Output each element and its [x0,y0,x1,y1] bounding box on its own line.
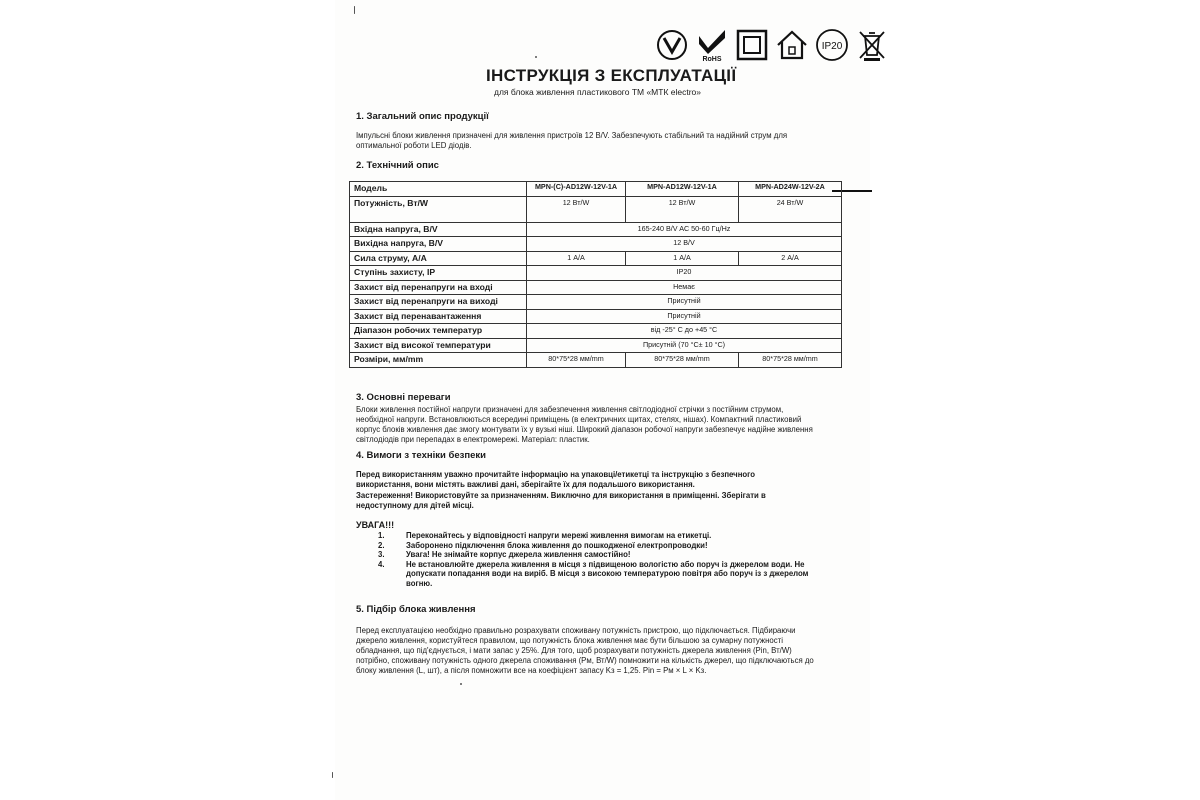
section-heading: 4. Вимоги з техніки безпеки [356,450,486,461]
table-cell: 165-240 В/V AC 50-60 Гц/Hz [527,222,842,237]
table-cell: 12 Вт/W [626,196,739,222]
indoor-use-icon [775,28,809,62]
table-row [350,353,842,368]
table-cell: 80*75*28 мм/mm [626,353,739,368]
table-cell: Вхідна напруга, В/V [350,222,527,237]
table-cell: від -25° С до +45 °С [527,324,842,339]
table-cell: Присутній (70 °C± 10 °C) [527,338,842,353]
rohs-icon [695,28,729,62]
table-row [350,266,842,281]
scan-speck [535,56,537,58]
rohs-text: RoHS [702,56,722,62]
table-cell: Діапазон робочих температур [350,324,527,339]
table-cell: Ступінь захисту, IP [350,266,527,281]
table-row [350,222,842,237]
table-cell: IP20 [527,266,842,281]
list-item-number: 3. [378,550,385,559]
table-cell: Розміри, мм/mm [350,353,527,368]
section-heading: 2. Технічний опис [356,160,439,171]
table-cell: 24 Вт/W [739,196,842,222]
spec-table [349,181,842,368]
list-item-text: Не встановлюйте джерела живлення в місця з підвищеною вологістю або поруч із джерелом води. Не допускати попадання води на виріб. В місця з високою температурою повітря або поруч із з джерелом вогню. [406,559,809,588]
table-cell: 1 А/A [626,251,739,266]
ip20-icon [815,28,849,62]
table-cell: Присутній [527,309,842,324]
table-row [350,338,842,353]
section-heading: 5. Підбір блока живлення [356,604,476,615]
section-text: Перед використанням уважно прочитайте інформацію на упаковці/етикетці та інструкцію з безпечного використання, вони містять важливі дані, зберігайте їх для подальшого використання. [356,470,756,489]
table-cell: Захист від перенапруги на виході [350,295,527,310]
scan-speck [332,772,333,778]
list-item-number: 4. [378,559,385,569]
table-cell: 12 В/V [527,237,842,252]
double-insulation-icon [735,28,769,62]
ukrsepro-icon [655,28,689,62]
table-row [350,182,842,197]
table-cell: Захист від перенавантаження [350,309,527,324]
list-item-text: Заборонено підключення блока живлення до пошкодженої електропроводки! [406,540,708,550]
list-item [378,550,826,560]
table-row [350,309,842,324]
page-title: ІНСТРУКЦІЯ З ЕКСПЛУАТАЦІЇ [486,66,737,85]
table-row [350,280,842,295]
section-heading: 3. Основні переваги [356,392,451,403]
table-cell: 2 А/A [739,251,842,266]
ip20-text: IP20 [821,41,843,52]
list-item [378,560,826,589]
table-header-cell: MPN-AD12W-12V-1A [626,182,739,197]
table-row [350,237,842,252]
list-item-number: 2. [378,540,385,550]
table-cell: 12 Вт/W [527,196,626,222]
table-row [350,295,842,310]
table-cell: Потужність, Вт/W [350,196,527,222]
list-item-text: Увага! Не знімайте корпус джерела живлення самостійно! [406,550,631,559]
section-heading: 1. Загальний опис продукції [356,111,489,122]
list-item-text: Переконайтесь у відповідності напруги мережі живлення вимогам на етикетці. [406,531,712,540]
section-text: Імпульсні блоки живлення призначені для живлення пристроїв 12 В/V. Забезпечують стабільний та надійний струм для оптимальної роботи LED діодів. [356,131,788,150]
table-cell: 80*75*28 мм/mm [527,353,626,368]
weee-bin-icon [855,28,889,62]
table-header-cell: MPN-(C)-AD12W-12V-1A [527,182,626,197]
table-cell: Сила струму, А/A [350,251,527,266]
section-text: Застереження! Використовуйте за призначенням. Виключно для використання в приміщенні. Зберігати в недоступному для дітей місці. [356,491,766,510]
table-cell: Присутній [527,295,842,310]
table-header-cell: MPN-AD24W-12V-2A [739,182,842,197]
scan-speck [460,683,462,685]
table-row [350,324,842,339]
table-cell: Немає [527,280,842,295]
table-cell: Захист від високої температури [350,338,527,353]
list-item-number: 1. [378,531,385,540]
table-cell: 1 А/A [527,251,626,266]
table-cell: Захист від перенапруги на вході [350,280,527,295]
section-text: Перед експлуатацією необхідно правильно розрахувати споживану потужність пристрою, що підключається. Підбираючи джерело живлення, користуйтеся правилом, що потужність блока живлення має бути більшою за сумарну потужності обладнання, що під'єднується, і мати запас у 25%. Для того, щоб розрахувати потужність джерела живлення (Pin, Вт/W) потрібно, споживану потужність одного джерела споживання (Pм, Вт/W) помножити на кількість джерел, що підключаються до блоку живлення (L, шт), а після помножити все на коефіцієнт запасу Kз = 1,25. Pin = Pм × L × Kз. [356,626,814,675]
certification-logos [655,28,889,62]
list-item [378,541,826,551]
table-header-cell: Модель [350,182,527,197]
table-row [350,196,842,222]
table-row [350,251,842,266]
table-cell: 80*75*28 мм/mm [739,353,842,368]
scan-speck [354,6,355,14]
warning-list [378,531,826,588]
list-item [378,531,826,541]
warning-title: УВАГА!!! [356,520,395,530]
table-cell: Вихідна напруга, В/V [350,237,527,252]
section-text: Блоки живлення постійної напруги призначені для забезпечення живлення світлодіодної стрічки з постійним струмом, необхідної напруги. Встановлюються всередині приміщень (в електричних щитах, стелях, нішах). Компактний пластиковий корпус блоків живлення дає змогу монтувати їх у вузькі ніші. Широкий діапазон робочої напруги забезпечує надійне живлення світлодіодів при перепадах в електромережі. Матеріал: пластик. [356,405,813,444]
page-subtitle: для блока живлення пластикового ТМ «МТК electro» [494,87,702,97]
